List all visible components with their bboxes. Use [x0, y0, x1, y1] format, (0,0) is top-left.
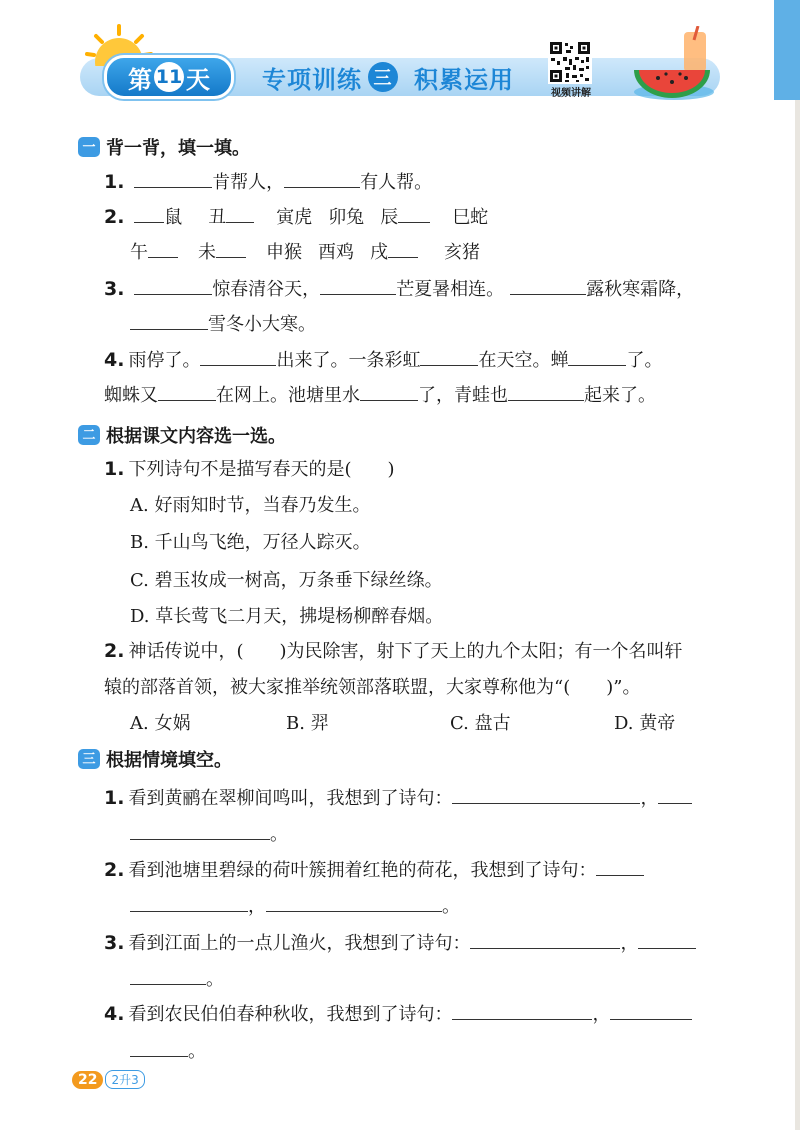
zodiac-item: 寅虎	[276, 207, 313, 228]
answer-blank[interactable]	[610, 1001, 692, 1020]
s1-q3-text-c: 露秋寒霜降，	[586, 279, 695, 300]
s3-q3-line1	[104, 929, 720, 955]
section-3-heading	[78, 746, 232, 772]
answer-blank[interactable]	[320, 276, 396, 295]
s3-q1-num: 1.	[104, 787, 125, 809]
period: 。	[442, 896, 460, 917]
choice-option-b[interactable]: B. 千山鸟飞绝，万径人踪灭。	[130, 532, 371, 553]
s1-q3-line2	[130, 310, 720, 336]
s1-q3-text-d: 雪冬小大寒。	[208, 314, 316, 335]
answer-blank[interactable]	[284, 169, 360, 188]
s1-q4-text-h: 起来了。	[584, 385, 656, 406]
s1-q3-line1	[104, 275, 720, 301]
answer-blank[interactable]	[508, 382, 584, 401]
zodiac-item: 戌	[370, 242, 388, 263]
s1-q4-text-c: 在天空。蝉	[478, 350, 569, 371]
period: 。	[188, 1041, 206, 1062]
watermelon-drink-icon	[628, 26, 720, 104]
s1-q4-text-d: 了。	[626, 350, 663, 371]
choice-option-a[interactable]: A. 女娲	[130, 713, 191, 734]
s1-q4-text-f: 在网上。池塘里水	[216, 385, 360, 406]
s3-q4-num: 4.	[104, 1003, 125, 1025]
page-footer	[72, 1070, 145, 1089]
comma: ，	[592, 1004, 611, 1025]
qr-code-icon[interactable]	[548, 40, 592, 84]
answer-blank[interactable]	[596, 857, 644, 876]
s2-q1-stem	[104, 455, 720, 481]
choice-option-a[interactable]: A. 好雨知时节，当春乃发生。	[130, 495, 371, 516]
s1-q3-text-a: 惊春清谷天，	[212, 279, 321, 300]
s1-q3-text-b: 芒夏暑相连。	[396, 279, 505, 300]
s3-q1-text: 看到黄鹂在翠柳间鸣叫，我想到了诗句：	[128, 788, 453, 809]
s2-q1-num: 1.	[104, 458, 125, 480]
answer-blank[interactable]	[134, 276, 212, 295]
answer-blank[interactable]	[134, 204, 164, 223]
section-2-title: 根据课文内容选一选。	[106, 426, 286, 447]
s1-q4-text-a: 雨停了。	[128, 350, 201, 371]
s1-q1-num: 1.	[104, 171, 125, 193]
s3-q2-line2	[130, 892, 720, 918]
title-number: 三	[368, 62, 398, 92]
page-edge	[795, 100, 800, 1130]
zodiac-item: 鼠	[164, 207, 183, 228]
answer-blank[interactable]	[216, 239, 246, 258]
answer-blank[interactable]	[130, 893, 248, 912]
section-3-icon: 三	[78, 749, 100, 769]
answer-blank[interactable]	[452, 785, 640, 804]
zodiac-item: 未	[198, 242, 216, 263]
section-2-icon: 二	[78, 425, 100, 445]
s3-q3-num: 3.	[104, 932, 125, 954]
answer-blank[interactable]	[638, 930, 696, 949]
comma: ，	[248, 896, 266, 917]
s1-q4-line1	[104, 346, 720, 372]
answer-blank[interactable]	[452, 1001, 592, 1020]
s3-q1-line1	[104, 784, 720, 810]
page-number: 22	[72, 1071, 103, 1089]
section-2-heading	[78, 422, 286, 448]
s1-q4-text-b: 出来了。一条彩虹	[276, 350, 421, 371]
s1-q2-line1	[104, 203, 720, 229]
comma: ，	[620, 933, 639, 954]
answer-blank[interactable]	[266, 893, 442, 912]
s2-q2-line2: 辕的部落首领，被大家推举统领部落联盟，大家尊称他为“( )”。	[104, 677, 641, 698]
s3-q2-num: 2.	[104, 859, 125, 881]
section-1-heading	[78, 134, 250, 160]
s1-q2-num: 2.	[104, 206, 125, 228]
s2-q1-text: 下列诗句不是描写春天的是( )	[128, 459, 395, 480]
choice-option-d[interactable]: D. 黄帝	[614, 713, 676, 734]
zodiac-item: 辰	[380, 207, 399, 228]
zodiac-item: 酉鸡	[318, 242, 354, 263]
answer-blank[interactable]	[470, 930, 620, 949]
answer-blank[interactable]	[568, 347, 626, 366]
s2-q2-text-1: 神话传说中，( )为民除害，射下了天上的九个太阳；有一个名叫轩	[128, 641, 683, 662]
answer-blank[interactable]	[134, 169, 212, 188]
section-1-icon: 一	[78, 137, 100, 157]
s3-q4-text: 看到农民伯伯春种秋收，我想到了诗句：	[128, 1004, 453, 1025]
comma: ，	[640, 788, 659, 809]
answer-blank[interactable]	[200, 347, 276, 366]
day-badge	[104, 55, 234, 99]
section-3-title: 根据情境填空。	[106, 750, 232, 771]
answer-blank[interactable]	[226, 204, 254, 223]
s3-q3-line2	[130, 965, 720, 991]
page-title	[262, 60, 514, 94]
zodiac-item: 亥猪	[444, 242, 480, 263]
s3-q2-text: 看到池塘里碧绿的荷叶簇拥着红艳的荷花，我想到了诗句：	[128, 860, 597, 881]
page-edge-tab	[774, 0, 800, 100]
answer-blank[interactable]	[360, 382, 418, 401]
s2-q2-line1	[104, 637, 720, 663]
s3-q4-line1	[104, 1000, 720, 1026]
answer-blank[interactable]	[148, 239, 178, 258]
title-prefix: 专项训练	[262, 65, 362, 94]
answer-blank[interactable]	[398, 204, 430, 223]
series-label: 2升3	[105, 1070, 144, 1089]
day-number: 11	[154, 62, 184, 92]
zodiac-item: 午	[130, 242, 148, 263]
section-1-title: 背一背，填一填。	[106, 138, 250, 159]
zodiac-item: 卯兔	[328, 207, 365, 228]
answer-blank[interactable]	[510, 276, 586, 295]
s3-q3-text: 看到江面上的一点儿渔火，我想到了诗句：	[128, 933, 471, 954]
s1-q1	[104, 168, 720, 194]
zodiac-item: 申猴	[266, 242, 302, 263]
answer-blank[interactable]	[130, 311, 208, 330]
answer-blank[interactable]	[130, 1038, 188, 1057]
s1-q4-text-g: 了，青蛙也	[418, 385, 508, 406]
answer-blank[interactable]	[658, 785, 692, 804]
s1-q2-line2	[130, 238, 720, 264]
choice-option-c[interactable]: C. 碧玉妆成一树高，万条垂下绿丝绦。	[130, 570, 443, 591]
s1-q1-text-a: 肯帮人，	[212, 172, 285, 193]
s3-q4-line2	[130, 1037, 720, 1063]
answer-blank[interactable]	[388, 239, 418, 258]
choice-option-c[interactable]: C. 盘古	[450, 713, 511, 734]
s1-q3-num: 3.	[104, 278, 125, 300]
qr-label: 视频讲解	[551, 88, 591, 99]
title-suffix: 积累运用	[414, 65, 514, 94]
s1-q4-text-e: 蜘蛛又	[104, 385, 158, 406]
choice-option-d[interactable]: D. 草长莺飞二月天，拂堤杨柳醉春烟。	[130, 606, 444, 627]
s3-q2-line1	[104, 856, 720, 882]
s1-q1-text-b: 有人帮。	[360, 172, 433, 193]
period: 。	[206, 969, 224, 990]
s2-q2-num: 2.	[104, 640, 125, 662]
day-suffix: 天	[186, 65, 210, 94]
zodiac-item: 巳蛇	[452, 207, 489, 228]
day-prefix: 第	[128, 65, 152, 94]
choice-option-b[interactable]: B. 羿	[286, 713, 329, 734]
s1-q4-num: 4.	[104, 349, 125, 371]
s2-q2-options	[130, 709, 720, 733]
period: 。	[270, 824, 288, 845]
s3-q1-line2	[130, 820, 720, 846]
s1-q4-line2	[104, 381, 720, 407]
answer-blank[interactable]	[420, 347, 478, 366]
answer-blank[interactable]	[130, 821, 270, 840]
answer-blank[interactable]	[158, 382, 216, 401]
zodiac-item: 丑	[208, 207, 227, 228]
answer-blank[interactable]	[130, 966, 206, 985]
